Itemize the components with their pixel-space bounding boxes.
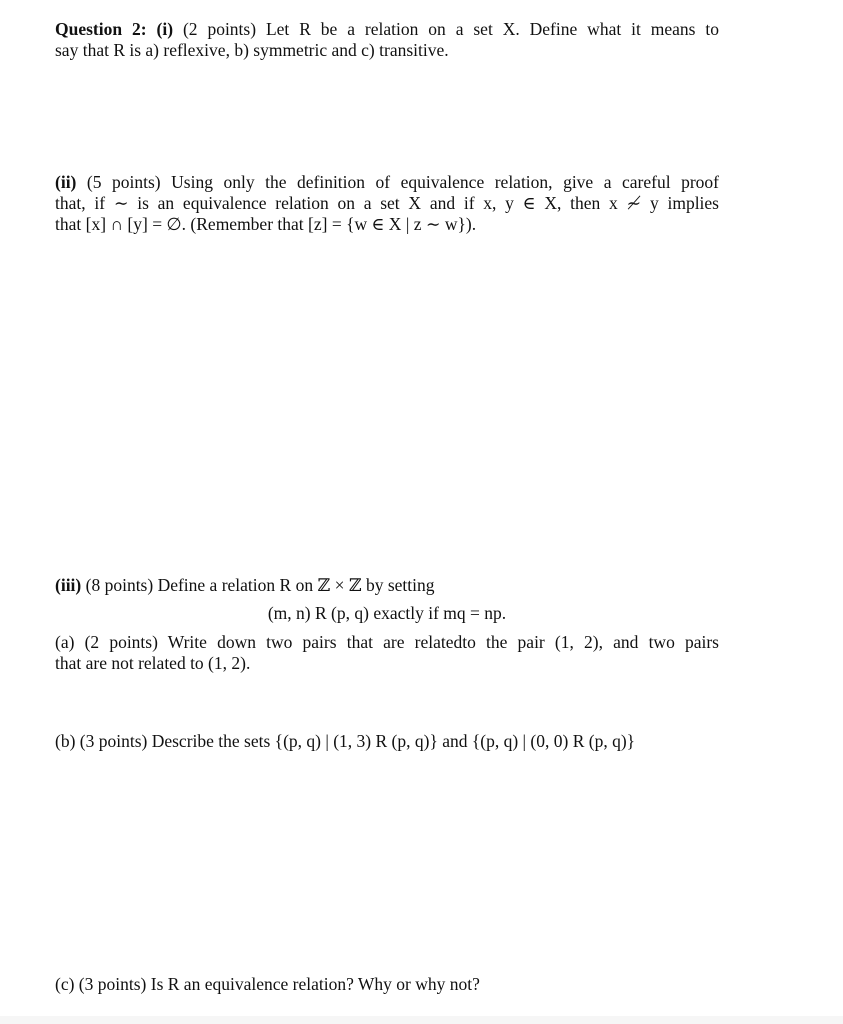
part-ii-line-3: that [x] ∩ [y] = ∅. (Remember that [z] = {w ∈ X | z ∼ w}). — [55, 214, 477, 234]
relation-definition-display: (m, n) R (p, q) exactly if mq = np. — [267, 603, 507, 623]
part-i-line-2: say that R is a) reflexive, b) symmetric and c) transitive. — [55, 40, 449, 60]
part-iii-c-line: (c) (3 points) Is R an equivalence relation? Why or why not? — [55, 974, 480, 994]
page-bottom-edge — [0, 1016, 843, 1024]
part-iii-b-line: (b) (3 points) Describe the sets {(p, q) | (1, 3) R (p, q)} and {(p, q) | (0, 0) R (p, q)} — [55, 731, 636, 751]
part-iii-a-line-2: that are not related to (1, 2). — [55, 653, 251, 673]
question-2-part-iii — [55, 575, 719, 596]
part-i-line-1 — [55, 19, 719, 40]
part-ii-line-1 — [55, 172, 719, 193]
part-ii-line-2: that, if ∼ is an equivalence relation on a set X and if x, y ∈ X, then x ≁ y implies — [55, 193, 719, 213]
part-ii-line-1-text: (5 points) Using only the definition of equivalence relation, give a careful proof — [76, 172, 719, 192]
part-iii-a — [55, 632, 719, 674]
part-iii-line-1 — [55, 575, 719, 596]
question-2-part-i — [55, 19, 719, 61]
part-iii-c — [55, 974, 719, 995]
part-iii-b — [55, 731, 719, 752]
part-ii-label: (ii) — [55, 172, 77, 192]
question-2-part-ii — [55, 172, 719, 235]
question-2-part-i-label: Question 2: (i) — [55, 19, 174, 39]
part-iii-line-1-text: (8 points) Define a relation R on ℤ × ℤ by setting — [81, 575, 435, 595]
part-i-line-1-text: (2 points) Let R be a relation on a set X. Define what it means to — [173, 19, 719, 39]
part-iii-a-line-1: (a) (2 points) Write down two pairs that are relatedto the pair (1, 2), and two pairs — [55, 632, 719, 652]
part-iii-label: (iii) — [55, 575, 82, 595]
